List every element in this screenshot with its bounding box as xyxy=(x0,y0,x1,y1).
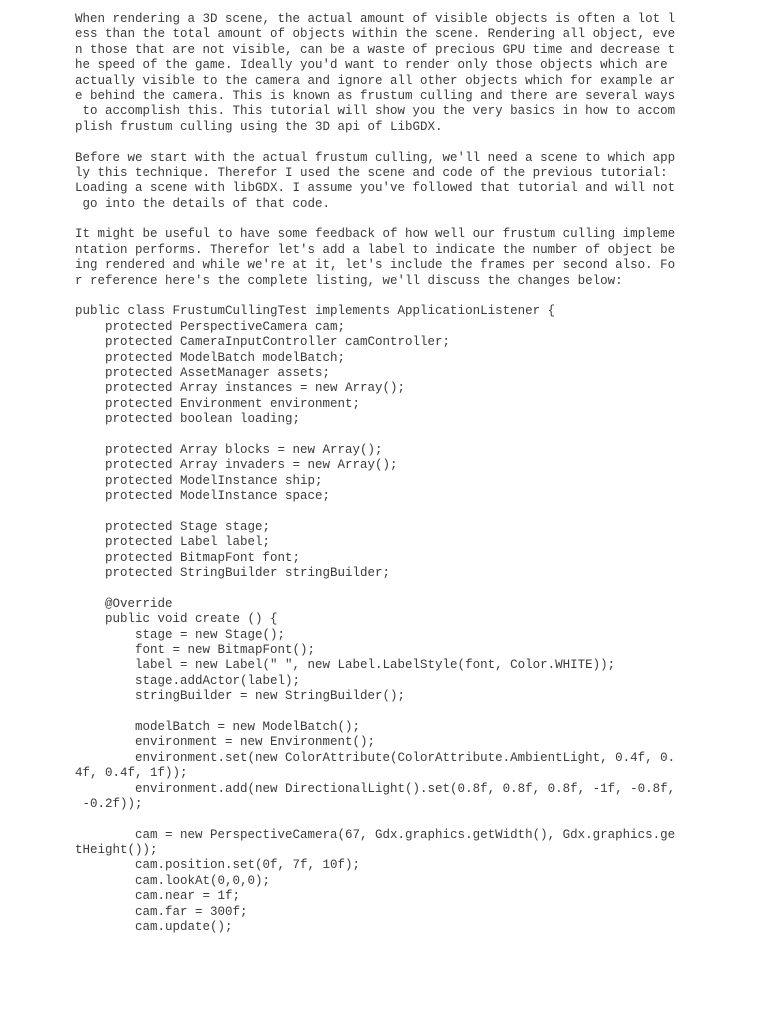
code-line: cam.lookAt(0,0,0); xyxy=(75,873,271,888)
code-line: protected ModelBatch modelBatch; xyxy=(75,350,346,365)
text-line: e behind the camera. This is known as frustum culling and there are several ways xyxy=(75,88,676,103)
code-line: stage.addActor(label); xyxy=(75,673,301,688)
code-line: protected Array instances = new Array(); xyxy=(75,381,406,396)
code-line: protected AssetManager assets; xyxy=(75,365,331,380)
text-line: When rendering a 3D scene, the actual amount of visible objects is often a lot l xyxy=(75,12,676,26)
code-listing xyxy=(75,304,675,935)
code-line: modelBatch = new ModelBatch(); xyxy=(75,719,361,734)
paragraph-gap xyxy=(75,289,675,304)
code-line: cam.update(); xyxy=(75,920,233,935)
paragraph-gap xyxy=(75,135,675,150)
code-line: public class FrustumCullingTest implements ApplicationListener { xyxy=(75,304,556,319)
scene-paragraph xyxy=(75,151,675,213)
code-line: stringBuilder = new StringBuilder(); xyxy=(75,689,406,704)
code-line: public void create () { xyxy=(75,612,278,627)
code-line: stage = new Stage(); xyxy=(75,627,286,642)
code-line: protected Stage stage; xyxy=(75,519,271,534)
code-line: label = new Label(" ", new Label.LabelStyle(font, Color.WHITE)); xyxy=(75,658,616,673)
text-line: Before we start with the actual frustum culling, we'll need a scene to which app xyxy=(75,150,676,165)
code-line: protected boolean loading; xyxy=(75,412,301,427)
code-line: protected Array invaders = new Array(); xyxy=(75,458,398,473)
code-line: protected ModelInstance ship; xyxy=(75,473,323,488)
document-page xyxy=(75,12,675,935)
code-line: font = new BitmapFont(); xyxy=(75,643,316,658)
code-line: environment.add(new DirectionalLight().set(0.8f, 0.8f, 0.8f, -1f, -0.8f, xyxy=(75,781,676,796)
text-line: go into the details of that code. xyxy=(75,196,331,211)
code-line: protected Environment environment; xyxy=(75,396,361,411)
text-line: ntation performs. Therefor let's add a label to indicate the number of object be xyxy=(75,242,676,257)
code-line: environment.set(new ColorAttribute(ColorAttribute.AmbientLight, 0.4f, 0. xyxy=(75,750,676,765)
code-line xyxy=(75,812,675,827)
code-line xyxy=(75,428,675,443)
text-line: n those that are not visible, can be a waste of precious GPU time and decrease t xyxy=(75,42,676,57)
text-line: to accomplish this. This tutorial will show you the very basics in how to accom xyxy=(75,104,676,119)
code-line: environment = new Environment(); xyxy=(75,735,376,750)
text-line: actually visible to the camera and ignore all other objects which for example ar xyxy=(75,73,676,88)
code-line: tHeight()); xyxy=(75,843,158,858)
code-line: cam.position.set(0f, 7f, 10f); xyxy=(75,858,361,873)
code-line: cam.near = 1f; xyxy=(75,889,241,904)
code-line: 4f, 0.4f, 1f)); xyxy=(75,766,188,781)
code-line: cam.far = 300f; xyxy=(75,904,248,919)
code-line xyxy=(75,705,675,720)
text-line: It might be useful to have some feedback of how well our frustum culling impleme xyxy=(75,227,676,242)
text-line: plish frustum culling using the 3D api of LibGDX. xyxy=(75,119,443,134)
text-line: ess than the total amount of objects within the scene. Rendering all object, eve xyxy=(75,27,676,42)
code-line: protected CameraInputController camController; xyxy=(75,335,451,350)
code-line: @Override xyxy=(75,596,173,611)
text-line: ly this technique. Therefor I used the scene and code of the previous tutorial: xyxy=(75,165,668,180)
code-line: -0.2f)); xyxy=(75,796,143,811)
code-line: protected StringBuilder stringBuilder; xyxy=(75,566,391,581)
text-line: ing rendered and while we're at it, let's include the frames per second also. Fo xyxy=(75,258,676,273)
text-line: Loading a scene with libGDX. I assume you've followed that tutorial and will not xyxy=(75,181,676,196)
code-line: protected ModelInstance space; xyxy=(75,489,331,504)
code-line: protected PerspectiveCamera cam; xyxy=(75,319,346,334)
paragraph-gap xyxy=(75,212,675,227)
intro-paragraph xyxy=(75,12,675,135)
feedback-paragraph xyxy=(75,227,675,289)
text-line: he speed of the game. Ideally you'd want to render only those objects which are xyxy=(75,58,668,73)
code-line: cam = new PerspectiveCamera(67, Gdx.graphics.getWidth(), Gdx.graphics.ge xyxy=(75,827,676,842)
code-line: protected Label label; xyxy=(75,535,271,550)
code-line: protected BitmapFont font; xyxy=(75,550,301,565)
code-line xyxy=(75,581,675,596)
text-line: r reference here's the complete listing, we'll discuss the changes below: xyxy=(75,273,623,288)
code-line: protected Array blocks = new Array(); xyxy=(75,442,383,457)
code-line xyxy=(75,505,675,520)
